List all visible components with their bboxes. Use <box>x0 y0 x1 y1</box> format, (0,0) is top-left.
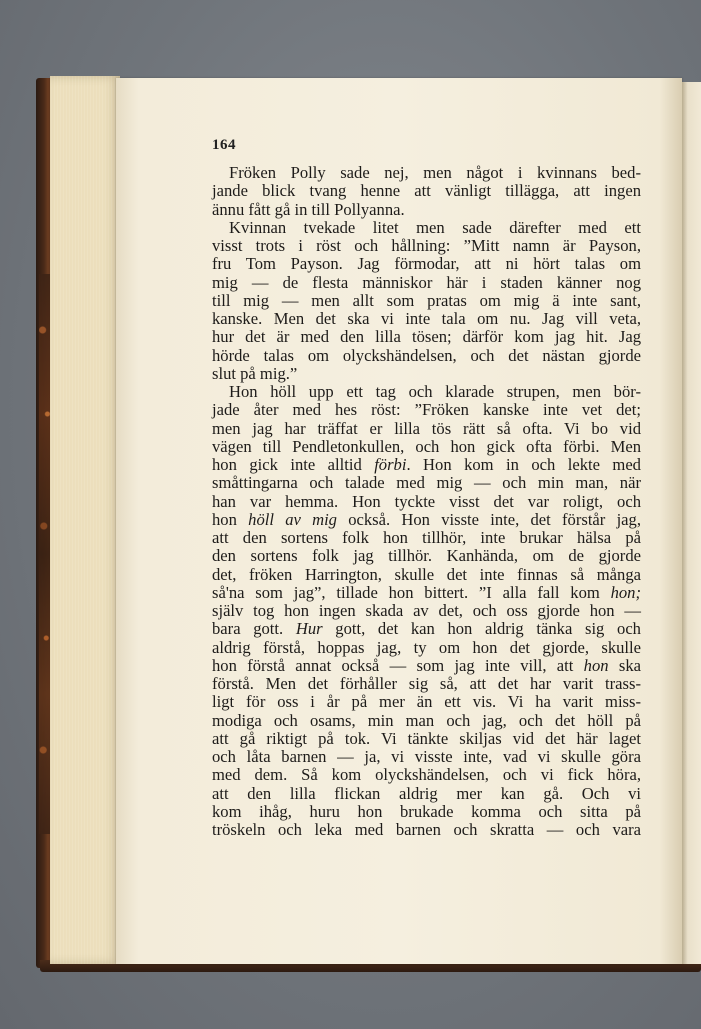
text-line <box>212 730 641 748</box>
text-line-content: så'na som jag”, tillade hon bittert. ”I alla fall kom <box>212 582 611 602</box>
text-line-content: till mig — men allt som pratas om mig ä inte sant, <box>212 290 641 310</box>
text-line-content: kanske. Men det ska vi inte tala om nu. Jag vill veta, <box>212 309 641 328</box>
text-line <box>212 420 641 438</box>
text-line <box>212 401 641 419</box>
text-line <box>212 584 641 602</box>
page-number: 164 <box>212 137 236 153</box>
text-line <box>212 365 641 383</box>
text-line-content: Hon höll upp ett tag och klarade strupen, men bör- <box>229 382 641 401</box>
text-line-continuation: . Hon kom in och lekte med <box>406 455 641 474</box>
text-line <box>212 639 641 657</box>
text-line-content: jade åter med hes röst: ”Fröken kanske inte vet det; <box>212 400 641 420</box>
text-line-content: fru Tom Payson. Jag förmodar, att ni hört talas om <box>212 254 641 274</box>
text-line-content: hon <box>212 509 249 529</box>
text-line-content: visst trots i röst och hållning: ”Mitt namn är Payson, <box>212 236 641 255</box>
text-line <box>212 219 641 237</box>
text-line <box>212 310 641 328</box>
text-line-content: tröskeln och leka med barnen och skratta — och vara <box>212 820 641 839</box>
text-line <box>212 693 641 711</box>
text-line-content: bara gott. <box>212 619 296 639</box>
text-line-content: hörde talas om olyckshändelsen, och det nästan gjorde <box>212 345 641 365</box>
text-line-content: själv tog hon ingen skada av det, och oss gjorde hon — <box>212 601 641 620</box>
text-line-content: att gå riktigt på tok. Vi tänkte skiljas vid det här laget <box>212 728 641 748</box>
text-line <box>212 292 641 310</box>
text-line-continuation: ska <box>608 655 641 675</box>
text-line-content: men jag har träffat er lilla tös rätt så ofta. Vi bo vid <box>212 418 641 438</box>
text-line-content: mig — de flesta människor här i staden känner nog <box>212 272 641 292</box>
text-line-content: jande blick tvang henne att vänligt tillägga, att ingen <box>212 181 641 201</box>
text-line-content: Kvinnan tvekade litet men sade därefter med ett <box>229 217 641 237</box>
text-line <box>212 821 641 839</box>
text-line <box>212 201 641 219</box>
text-line <box>212 255 641 273</box>
italic-emphasis: hon; <box>610 582 641 602</box>
text-line <box>212 456 641 474</box>
text-line <box>212 383 641 401</box>
text-line-content: och låta barnen — ja, vi visste inte, vad vi skulle göra <box>212 747 641 766</box>
text-line <box>212 274 641 292</box>
text-line-content: slut på mig.” <box>212 363 298 383</box>
text-line <box>212 182 641 200</box>
text-line-content: att den lilla flickan aldrig mer kan gå. Och vi <box>212 783 641 803</box>
text-line-content: aldrig förstå, hoppas jag, ty om hon det gjorde, skulle <box>212 637 641 657</box>
text-line-content: modiga och osams, min man och jag, och det höll på <box>212 710 641 730</box>
text-line-content: kom ihåg, huru hon brukade komma och sitta på <box>212 801 641 821</box>
text-line <box>212 675 641 693</box>
text-line <box>212 547 641 565</box>
text-line-content: det, fröken Harrington, skulle det inte finnas så många <box>212 564 641 584</box>
text-line <box>212 237 641 255</box>
text-line <box>212 529 641 547</box>
text-line <box>212 493 641 511</box>
italic-emphasis: hon <box>583 655 609 675</box>
page-text <box>212 164 641 839</box>
text-line <box>212 785 641 803</box>
facing-page-edge <box>682 82 701 964</box>
text-line <box>212 438 641 456</box>
text-line <box>212 657 641 675</box>
text-line-content: småttingarna och talade med mig — och min man, när <box>212 473 641 493</box>
text-line-content: hur det är med den lilla tösen; därför kom jag hit. Jag <box>212 327 641 347</box>
text-line <box>212 620 641 638</box>
text-line-continuation: gott, det kan hon aldrig tänka sig och <box>322 619 641 639</box>
text-line-content: Fröken Polly sade nej, men något i kvinnans bed- <box>229 163 641 182</box>
text-line-content: hon förstå annat också — som jag inte vill, att <box>212 655 584 675</box>
text-line-continuation: också. Hon visste inte, det förstår jag, <box>336 509 641 529</box>
text-line <box>212 766 641 784</box>
text-line-content: med dem. Så kom olyckshändelsen, och vi fick höra, <box>212 765 641 785</box>
text-line-content: ligt för oss i år på mer än ett vis. Vi ha varit miss- <box>212 692 641 712</box>
text-line <box>212 511 641 529</box>
text-line <box>212 712 641 730</box>
text-line-content: hon gick inte alltid <box>212 455 375 474</box>
text-line-content: att den sortens folk hon tillhör, inte brukar hälsa på <box>212 528 641 547</box>
text-line-content: vägen till Pendletonkullen, och hon gick ofta förbi. Men <box>212 436 641 456</box>
italic-emphasis: höll av mig <box>248 509 337 529</box>
page-edges <box>50 76 120 964</box>
text-line <box>212 328 641 346</box>
italic-emphasis: Hur <box>295 619 323 639</box>
text-line-content: han var hemma. Hon tyckte visst det var roligt, och <box>212 491 641 511</box>
text-line <box>212 566 641 584</box>
italic-emphasis: förbi <box>374 455 407 474</box>
text-line-content: ännu fått gå in till Pollyanna. <box>212 199 405 219</box>
text-line <box>212 347 641 365</box>
text-line <box>212 602 641 620</box>
text-line <box>212 474 641 492</box>
text-line <box>212 164 641 182</box>
text-line-content: förstå. Men det förhåller sig så, att det har varit trass- <box>212 674 641 693</box>
text-line <box>212 803 641 821</box>
text-line-content: den sortens folk jag tillhör. Kanhända, om de gjorde <box>212 546 641 566</box>
text-line <box>212 748 641 766</box>
